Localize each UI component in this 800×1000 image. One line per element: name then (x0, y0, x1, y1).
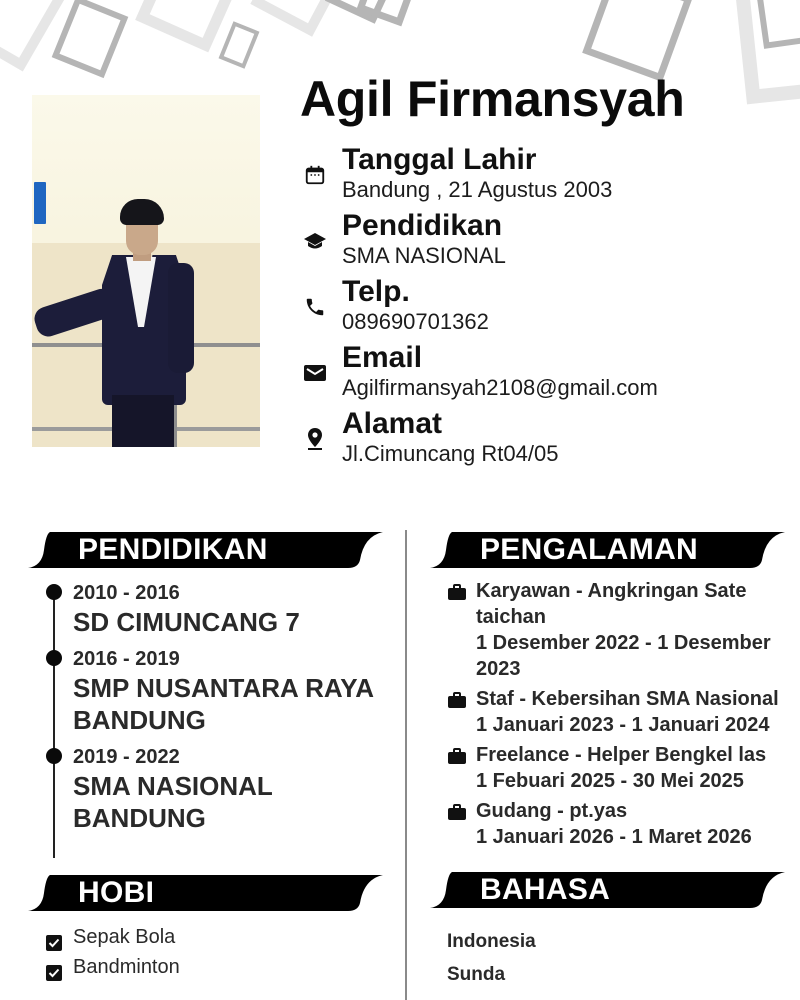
info-value: 089690701362 (342, 309, 489, 334)
education-years: 2019 - 2022 (73, 746, 180, 768)
education-school: SD CIMUNCANG 7 (73, 607, 300, 637)
hobby-item (46, 952, 180, 982)
calendar-icon (302, 162, 328, 188)
experience-role: Freelance - Helper Bengkel las (476, 744, 767, 766)
info-email (300, 340, 780, 406)
info-value: Agilfirmansyah2108@gmail.com (342, 375, 658, 400)
email-icon (302, 360, 328, 386)
briefcase-icon (448, 584, 466, 605)
info-phone (300, 274, 780, 340)
experience-role: Karyawan - Angkringan Sate taichan (476, 580, 747, 628)
hobby-label: Bandminton (73, 956, 180, 978)
briefcase-icon (448, 692, 466, 713)
info-value: Bandung , 21 Agustus 2003 (342, 177, 613, 202)
education-school: SMP NUSANTARA RAYA BANDUNG (73, 673, 374, 735)
experience-period: 1 Febuari 2025 - 30 Mei 2025 (476, 770, 744, 792)
education-school: SMA NASIONAL BANDUNG (73, 771, 273, 833)
education-years: 2016 - 2019 (73, 648, 180, 670)
experience-role: Staf - Kebersihan SMA Nasional (476, 688, 779, 710)
info-value: Jl.Cimuncang Rt04/05 (342, 441, 559, 466)
experience-item (446, 578, 796, 682)
section-title: BAHASA (480, 873, 611, 906)
checkbox-checked-icon (46, 960, 62, 990)
education-timeline (40, 580, 390, 834)
personal-info (300, 142, 780, 472)
education-banner (28, 530, 383, 570)
experience-list (446, 578, 796, 854)
experience-period: 1 Desember 2022 - 1 Desember 2023 (476, 632, 771, 680)
hobby-item (46, 922, 180, 952)
info-value: SMA NASIONAL (342, 243, 506, 268)
experience-role: Gudang - pt.yas (476, 800, 628, 822)
hobby-banner (28, 873, 383, 913)
hobby-label: Sepak Bola (73, 926, 176, 948)
location-pin-icon (302, 426, 328, 452)
profile-photo (32, 95, 260, 447)
phone-icon (302, 294, 328, 320)
info-label: Telp. (342, 275, 410, 308)
info-label: Pendidikan (342, 209, 503, 242)
language-item: Indonesia (447, 931, 536, 952)
blue-sign (34, 182, 46, 224)
experience-period: 1 Januari 2026 - 1 Maret 2026 (476, 826, 752, 848)
timeline-dot (46, 650, 62, 666)
education-item (40, 646, 390, 736)
info-address (300, 406, 780, 472)
column-divider (405, 530, 407, 1000)
info-label: Alamat (342, 407, 443, 440)
education-item (40, 580, 390, 638)
info-label: Email (342, 341, 423, 374)
info-birth (300, 142, 780, 208)
language-banner (430, 870, 785, 910)
language-item: Sunda (447, 964, 506, 985)
info-label: Tanggal Lahir (342, 143, 537, 176)
experience-period: 1 Januari 2023 - 1 Januari 2024 (476, 714, 770, 736)
education-years: 2010 - 2016 (73, 582, 180, 604)
hobby-list (46, 922, 180, 982)
timeline-dot (46, 748, 62, 764)
education-item (40, 744, 390, 834)
language-list (447, 925, 536, 991)
person-name: Agil Firmansyah (300, 71, 685, 127)
briefcase-icon (448, 804, 466, 825)
experience-item (446, 686, 796, 738)
section-title: HOBI (78, 876, 155, 909)
experience-item (446, 798, 796, 850)
experience-banner (430, 530, 785, 570)
timeline-dot (46, 584, 62, 600)
section-title: PENGALAMAN (480, 533, 698, 566)
info-education (300, 208, 780, 274)
experience-item (446, 742, 796, 794)
section-title: PENDIDIKAN (78, 533, 268, 566)
briefcase-icon (448, 748, 466, 769)
graduation-cap-icon (302, 228, 328, 254)
